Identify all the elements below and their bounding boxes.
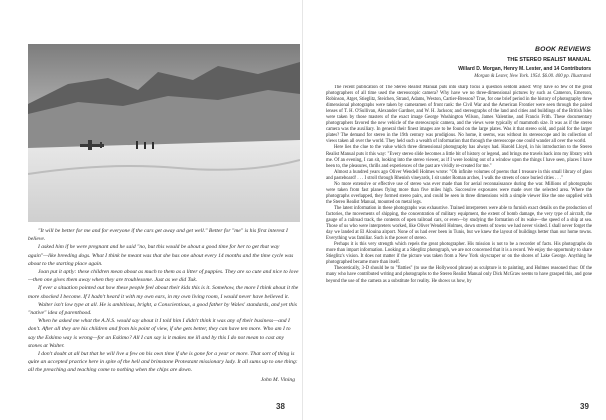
review-paragraph: The latest information in these photographs was exhaustive. Trained interpreters were able to furnish exact details on the production of factories, the movements of shipping, the concentration of military equipment, the extent of bomb damage, the very type of aircraft, the gauge of a railroad track, the contents of open railroad cars, or even—by studying the formation of its wake—the speed of a ship at sea. Those of us who were interpreters worked, like Oliver Wendell Holmes, down streets of towns we had never visited. I shall never forget the day we landed at El Alouina airport. None of us had ever been in Tunis, but we knew the layout of buildings better than our home towns. Everything was familiar. Such is the power of stereo. [326, 205, 592, 242]
story-paragraph: When he asked me what the A.N.S. would say about it I told him I didn't think it was any of their business—and I don't. After all they are his children and from his point of view, if she gets better, they can have ten more. Who am I to say the Eskimo way is wrong—for an Eskimo? All I can say is it makes me ill and by this I do not mean to cast any stones at Walter. [28, 318, 291, 349]
story-paragraph: "It will be better for me and for everyone if the cars get away and get well." Better for "me" is his first interest I believe. [28, 228, 288, 243]
story-paragraph: I asked him if he were pregnant and he said "no, but this would be about a good time for her to get that way again"—like breeding dogs. What I think he meant was that she has one about every 14 months and the time cycle was about to the starting place again. [28, 244, 294, 267]
section-heading: BOOK REVIEWS [534, 46, 591, 53]
story-paragraph: I don't doubt at all but that he will live a few on his own time if she is gone for a year or more. That sort of thing is quite an accepted practice here in spite of the hell and brimstone Protestant missionary lady. It all sums up to one thing: all the preaching and teaching come to nothing when the chips are down. [28, 351, 298, 374]
review-authors: Willard D. Morgan, Henry M. Lester, and 14 Contributors [458, 66, 591, 72]
review-paragraph: Here lies the clue to the value which three dimensional photography has always had. Harold Lloyd, in his introduction to the Stereo Realist Manual puts it this way: "Every stereo slide becomes a little bit of history or legend, and brings me travels back into my library with me. Of an evening, I can sit, looking into the stereo viewer, as if I were looking out of a window upon the things I have seen, places I have been to, the pleasures, thrills and experiences of the past are vividly re-created for me." [326, 145, 592, 169]
narrative-text [28, 227, 299, 399]
story-paragraph: If ever a situation pointed out how these people feel about their kids this is it. Somehow, the more I think about it the more shocked I become. If I hadn't heard it with my own ears, in my own living room, I would never have believed it. [28, 285, 299, 300]
page-number-left: 38 [276, 402, 285, 411]
story-paragraph: Joan put it aptly: these children mean about as much to them as a litter of puppies. They are so cute and nice to love—then one gives them away when they are troublesome. Just as we did Tuk. [28, 269, 299, 284]
review-paragraph: Perhaps it is this very strength which repels the great photographer. His mission is not to be a recorder of facts. His photographs do more than impart information. Looking at a Stieglitz photograph, we are not concerned that it is a record. We enjoy the opportunity to share Stieglitz's vision. It does not matter if the picture was taken from a New York skyscraper or on the shores of Lake George. Anything he photographed became more than itself. [326, 242, 592, 266]
review-paragraph: The recent publication of The Stereo Realist Manual puts into sharp focus a question seldom asked: Why have so few of the great photographers of all time used the stereoscopic camera? Why have we no three-dimensional pictures by such as Cameron, Emerson, Robinson, Atget, Stieglitz, Steichen, Strand, Adams, Weston, Cartier-Bresson? True, for one brief period in the history of photography three dimensional photographs were taken by cameramen of front rank: the Civil War and the American Frontier were seen through the paired lenses of T. H. O'Sullivan, Alexander Gardner, and W. H. Jackson; and stereographs of the land and cities and buildings of the British Isles were taken by those masters of the exact image George Washington Wilson, James Valentine, and Francis Frith. These documentary photographers favored the new vehicle of the stereoscopic camera, and the views were typically of mammoth size. It was as if the stereo camera was the auxiliary. In general their finest images are to be found on the large plates. Was it that stereo sold, and paid for the larger plates? The demand for stereo in the 19th century was prodigious. No home, it seems, was without its stereoscope and its collection of views taken all over the world. They held such a wealth of information that through the stereoscope one could wander all over the world. [326, 85, 592, 145]
page-number-right: 39 [580, 402, 589, 411]
review-paragraph: Almost a hundred years ago Oliver Wendell Holmes wrote: "Oh infinite volumes of poems that I treasure in this small library of glass and pasteboard! . . . I stroll through Rhenish vineyards, I sit under Roman arches, I walk the streets of once buried cities . . ." [326, 169, 592, 181]
author-byline: John M. Vining [260, 376, 295, 383]
review-title: THE STEREO REALIST MANUAL [507, 57, 591, 63]
review-paragraph: No more extensive or effective use of stereo was ever made than for aerial reconnaissance during the war. Millions of photographs were taken from fast planes flying more than five miles high. Successive exposures were made over the selected area. Where the photographs overlapped, they formed stereo pairs, and could be seen in three dimensions with a simple viewer like the one supplied with the Stereo Realist Manual, mounted on metal legs. [326, 181, 592, 205]
story-paragraph: Walter isn't low type at all. He is ambitious, bright, a Conscientious, a good father by Wales' standards, and yet this "native" idea of parenthood. [28, 301, 297, 317]
review-paragraph: Theoretically, 3-D should be to "flatties" (to use the Hollywood phrase) as sculpture is to painting, and Holmes reasoned thus: Of the many who have contributed writing and photographs to the Stereo Realist Manual only Dick McGraw seems to have grasped this, and gone beyond the use of the camera as a substitute for reality. He shows us how, by [326, 266, 592, 284]
review-body [326, 85, 592, 397]
photo-image [28, 44, 300, 222]
snowfield-photo [28, 44, 300, 222]
page-gutter [302, 0, 303, 420]
publication-info: Morgan & Lester, New York. 1954. $6.00. 400 pp. Illustrated [474, 74, 591, 79]
